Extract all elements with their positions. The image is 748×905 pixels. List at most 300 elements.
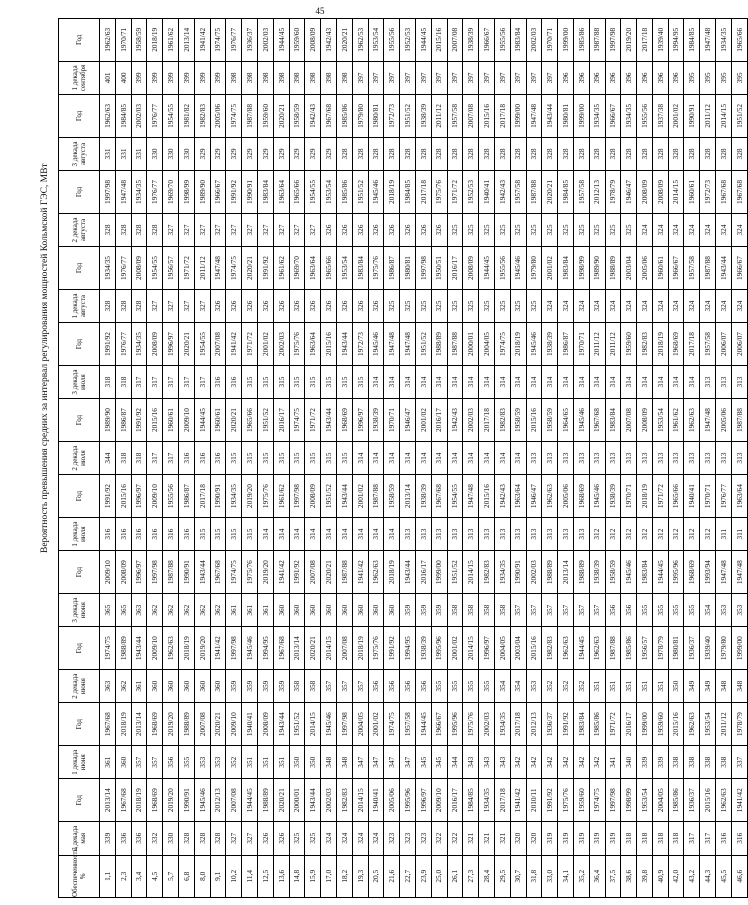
table-cell: 2015/16	[115, 475, 131, 517]
table-cell: 2016/17	[415, 551, 431, 593]
table-cell: 1988/89	[178, 703, 194, 745]
table-cell: 360	[147, 669, 163, 703]
table-cell: 362	[178, 593, 194, 627]
table-cell: 2011/12	[431, 95, 447, 137]
table-cell: 326	[321, 213, 337, 247]
table-cell: 314	[384, 365, 400, 399]
table-cell: 1982/83	[194, 95, 210, 137]
table-cell: 1947/48	[700, 19, 716, 62]
table-cell: 399	[210, 61, 226, 95]
table-cell: 313	[700, 365, 716, 399]
table-cell: 315	[336, 365, 352, 399]
table-cell: 1962/63	[716, 779, 732, 821]
table-cell: 325	[605, 213, 621, 247]
table-cell: 1984/85	[115, 95, 131, 137]
table-cell: 2019/20	[257, 551, 273, 593]
table-cell: 1936/37	[242, 19, 258, 62]
table-cell: 2002/03	[526, 551, 542, 593]
table-cell: 355	[447, 669, 463, 703]
table-cell: 313	[573, 517, 589, 551]
table-cell: 343	[479, 745, 495, 779]
table-cell: 1997/98	[605, 779, 621, 821]
table-cell: 313	[542, 441, 558, 475]
table-cell: 360	[273, 593, 289, 627]
table-cell: 2001/02	[415, 399, 431, 441]
table-cell: 325	[305, 821, 321, 855]
table-cell: 325	[621, 213, 637, 247]
table-row	[716, 19, 732, 898]
table-cell: 2017/18	[494, 779, 510, 821]
table-cell: 318	[652, 821, 668, 855]
table-cell: 2006/07	[731, 323, 747, 365]
table-cell: 399	[163, 61, 179, 95]
table-cell: 317	[178, 365, 194, 399]
table-cell: 1956/57	[637, 627, 653, 669]
table-cell: 315	[194, 517, 210, 551]
table-cell: 314	[368, 517, 384, 551]
table-cell: 1985/86	[621, 627, 637, 669]
table-cell: 2002/03	[479, 703, 495, 745]
table-cell: 18,2	[336, 855, 352, 897]
page-title: Вероятность превышения средних за интервал регулирования мощностей Кольмской ГЭС, МВт	[40, 163, 50, 553]
table-cell: 312	[652, 517, 668, 551]
table-cell: 1970/71	[542, 19, 558, 62]
table-cell: 397	[463, 61, 479, 95]
table-cell: 2008/09	[131, 247, 147, 289]
page-number: 45	[315, 6, 325, 16]
column-header: 1 декада августа	[59, 289, 100, 323]
table-cell: 2014/15	[668, 171, 684, 213]
table-cell: 362	[194, 593, 210, 627]
table-cell: 313	[510, 517, 526, 551]
table-cell: 316	[163, 517, 179, 551]
table-cell: 2013/14	[178, 19, 194, 62]
table-cell: 1958/59	[510, 399, 526, 441]
table-cell: 1990/91	[242, 171, 258, 213]
table-cell: 1980/81	[668, 627, 684, 669]
column-header: 2 декада июня	[59, 669, 100, 703]
table-cell: 342	[542, 745, 558, 779]
table-cell: 1978/79	[605, 171, 621, 213]
table-cell: 45,5	[716, 855, 732, 897]
table-cell: 1970/71	[573, 323, 589, 365]
column-header: 2 декада августа	[59, 213, 100, 247]
table-cell: 29,5	[494, 855, 510, 897]
table-cell: 1976/77	[147, 171, 163, 213]
table-cell: 1975/76	[242, 551, 258, 593]
table-cell: 326	[226, 289, 242, 323]
table-cell: 326	[210, 289, 226, 323]
table-cell: 400	[115, 61, 131, 95]
table-cell: 1934/35	[494, 703, 510, 745]
table-cell: 396	[589, 61, 605, 95]
table-cell: 1966/67	[210, 171, 226, 213]
table-cell: 1957/58	[684, 247, 700, 289]
table-cell: 314	[652, 365, 668, 399]
table-cell: 1958/59	[605, 551, 621, 593]
table-cell: 1982/83	[494, 399, 510, 441]
table-cell: 2015/16	[479, 95, 495, 137]
table-cell: 317	[147, 365, 163, 399]
table-cell: 1987/88	[526, 171, 542, 213]
table-row	[684, 19, 700, 898]
table-cell: 345	[431, 745, 447, 779]
table-cell: 313	[573, 441, 589, 475]
table-row	[242, 19, 258, 898]
table-cell: 1955/56	[494, 19, 510, 62]
table-cell: 1943/44	[305, 779, 321, 821]
table-cell: 1966/67	[605, 95, 621, 137]
table-cell: 3,4	[131, 855, 147, 897]
table-cell: 1969/70	[289, 247, 305, 289]
table-cell: 1954/55	[147, 247, 163, 289]
table-row	[637, 19, 653, 898]
table-cell: 2020/21	[178, 323, 194, 365]
table-cell: 324	[589, 289, 605, 323]
table-cell: 358	[447, 593, 463, 627]
table-cell: 398	[336, 61, 352, 95]
table-cell: 324	[336, 821, 352, 855]
table-cell: 314	[479, 365, 495, 399]
table-cell: 315	[273, 365, 289, 399]
table-cell: 1987/88	[242, 95, 258, 137]
table-cell: 360	[368, 593, 384, 627]
table-cell: 1985/86	[336, 95, 352, 137]
table-cell: 1971/72	[605, 703, 621, 745]
table-cell: 1979/80	[526, 247, 542, 289]
table-cell: 313	[668, 441, 684, 475]
table-cell: 324	[684, 213, 700, 247]
table-cell: 317	[163, 365, 179, 399]
table-cell: 328	[510, 137, 526, 171]
table-cell: 2013/14	[100, 779, 116, 821]
table-cell: 313	[716, 441, 732, 475]
table-cell: 328	[115, 213, 131, 247]
table-cell: 327	[305, 213, 321, 247]
column-header: Год	[59, 323, 100, 365]
table-cell: 1944/45	[194, 399, 210, 441]
table-cell: 1,1	[100, 855, 116, 897]
table-cell: 1974/75	[384, 703, 400, 745]
table-cell: 397	[510, 61, 526, 95]
table-cell: 328	[621, 137, 637, 171]
table-cell: 396	[621, 61, 637, 95]
table-row	[621, 19, 637, 898]
table-cell: 356	[368, 669, 384, 703]
table-cell: 328	[700, 137, 716, 171]
table-cell: 327	[210, 213, 226, 247]
table-cell: 1974/75	[289, 399, 305, 441]
table-cell: 1945/46	[589, 475, 605, 517]
table-cell: 326	[289, 289, 305, 323]
table-cell: 1936/37	[684, 627, 700, 669]
table-cell: 1942/43	[305, 95, 321, 137]
table-cell: 27,3	[463, 855, 479, 897]
table-row	[257, 19, 273, 898]
table-cell: 1975/76	[289, 323, 305, 365]
table-cell: 1970/71	[115, 19, 131, 62]
table-cell: 360	[384, 593, 400, 627]
table-cell: 28,4	[479, 855, 495, 897]
table-cell: 1960/61	[163, 399, 179, 441]
table-cell: 1936/37	[684, 779, 700, 821]
table-cell: 1944/45	[415, 703, 431, 745]
table-cell: 11,4	[242, 855, 258, 897]
table-cell: 2011/12	[194, 247, 210, 289]
table-cell: 2009/10	[147, 627, 163, 669]
table-cell: 2014/15	[305, 703, 321, 745]
table-row	[573, 19, 589, 898]
table-cell: 2011/12	[605, 323, 621, 365]
table-cell: 361	[242, 593, 258, 627]
table-cell: 2005/06	[210, 95, 226, 137]
table-cell: 2008/09	[257, 703, 273, 745]
table-cell: 322	[447, 821, 463, 855]
table-cell: 1997/98	[100, 171, 116, 213]
table-cell: 33,0	[542, 855, 558, 897]
table-row	[226, 19, 242, 898]
table-cell: 320	[510, 821, 526, 855]
table-cell: 1990/91	[510, 551, 526, 593]
table-cell: 355	[668, 593, 684, 627]
table-cell: 1947/48	[716, 551, 732, 593]
table-cell: 325	[494, 213, 510, 247]
table-cell: 313	[700, 441, 716, 475]
table-cell: 13,6	[273, 855, 289, 897]
table-cell: 311	[731, 517, 747, 551]
column-header: Год	[59, 475, 100, 517]
table-cell: 1956/57	[163, 247, 179, 289]
table-cell: 1967/68	[100, 703, 116, 745]
table-cell: 324	[605, 289, 621, 323]
table-row	[479, 19, 495, 898]
table-cell: 1997/98	[415, 247, 431, 289]
table-cell: 1989/90	[100, 399, 116, 441]
table-cell: 1983/84	[510, 19, 526, 62]
table-cell: 358	[479, 593, 495, 627]
table-cell: 315	[226, 441, 242, 475]
table-cell: 1967/68	[731, 171, 747, 213]
table-cell: 1946/47	[400, 399, 416, 441]
table-cell: 2017/18	[510, 703, 526, 745]
table-cell: 2010/11	[526, 779, 542, 821]
table-cell: 316	[226, 365, 242, 399]
table-cell: 318	[637, 821, 653, 855]
table-cell: 328	[447, 137, 463, 171]
table-cell: 6,8	[178, 855, 194, 897]
table-cell: 314	[479, 441, 495, 475]
table-cell: 323	[400, 821, 416, 855]
table-cell: 354	[510, 669, 526, 703]
table-cell: 1999/00	[731, 627, 747, 669]
table-cell: 313	[589, 441, 605, 475]
table-cell: 318	[621, 821, 637, 855]
table-cell: 1967/68	[431, 475, 447, 517]
table-cell: 356	[621, 593, 637, 627]
table-cell: 313	[400, 517, 416, 551]
table-cell: 314	[321, 517, 337, 551]
table-cell: 2001/02	[368, 703, 384, 745]
table-cell: 359	[431, 593, 447, 627]
table-cell: 2020/21	[321, 551, 337, 593]
table-cell: 347	[384, 745, 400, 779]
table-cell: 325	[400, 289, 416, 323]
table-cell: 347	[368, 745, 384, 779]
table-cell: 1960/61	[684, 171, 700, 213]
table-cell: 1986/87	[178, 475, 194, 517]
table-cell: 328	[384, 137, 400, 171]
table-cell: 339	[637, 745, 653, 779]
table-cell: 325	[479, 289, 495, 323]
table-cell: 328	[716, 137, 732, 171]
table-cell: 1944/45	[273, 19, 289, 62]
table-cell: 319	[573, 821, 589, 855]
column-header: Год	[59, 399, 100, 441]
table-cell: 314	[415, 365, 431, 399]
table-cell: 314	[352, 441, 368, 475]
table-cell: 1942/43	[494, 171, 510, 213]
table-cell: 311	[716, 517, 732, 551]
table-cell: 395	[731, 61, 747, 95]
table-cell: 397	[352, 61, 368, 95]
table-cell: 1985/86	[336, 171, 352, 213]
table-cell: 351	[242, 745, 258, 779]
table-cell: 328	[668, 137, 684, 171]
table-cell: 1974/75	[226, 247, 242, 289]
table-cell: 365	[115, 593, 131, 627]
table-cell: 1964/65	[558, 399, 574, 441]
table-cell: 2002/03	[526, 19, 542, 62]
table-cell: 397	[415, 61, 431, 95]
table-cell: 1991/92	[226, 171, 242, 213]
table-cell: 319	[558, 821, 574, 855]
column-header: 3 декада августа	[59, 137, 100, 171]
table-cell: 328	[415, 137, 431, 171]
table-cell: 326	[384, 213, 400, 247]
table-cell: 2015/16	[668, 703, 684, 745]
table-cell: 315	[257, 365, 273, 399]
table-cell: 1954/55	[163, 95, 179, 137]
table-cell: 315	[352, 365, 368, 399]
table-cell: 1974/75	[226, 551, 242, 593]
table-cell: 327	[194, 213, 210, 247]
table-cell: 2019/20	[194, 627, 210, 669]
table-cell: 396	[573, 61, 589, 95]
table-cell: 1958/59	[131, 19, 147, 62]
table-cell: 1987/88	[731, 399, 747, 441]
column-header: 1 декада июля	[59, 517, 100, 551]
table-cell: 2013/14	[400, 475, 416, 517]
table-cell: 1980/81	[558, 95, 574, 137]
table-cell: 1947/48	[400, 323, 416, 365]
table-cell: 19,3	[352, 855, 368, 897]
table-cell: 395	[684, 61, 700, 95]
table-cell: 326	[257, 821, 273, 855]
table-cell: 359	[400, 593, 416, 627]
table-row	[147, 19, 163, 898]
table-cell: 1968/69	[573, 475, 589, 517]
table-cell: 1940/41	[479, 171, 495, 213]
table-cell: 316	[210, 365, 226, 399]
table-cell: 360	[163, 669, 179, 703]
table-row	[652, 19, 668, 898]
table-cell: 1963/64	[510, 475, 526, 517]
table-cell: 321	[494, 821, 510, 855]
table-cell: 321	[463, 821, 479, 855]
table-cell: 2000/01	[463, 323, 479, 365]
table-cell: 1971/72	[178, 247, 194, 289]
table-cell: 1945/46	[621, 551, 637, 593]
table-cell: 327	[226, 213, 242, 247]
table-cell: 330	[163, 137, 179, 171]
table-cell: 1996/97	[352, 399, 368, 441]
table-cell: 313	[637, 441, 653, 475]
table-row	[668, 19, 684, 898]
table-cell: 1999/00	[573, 95, 589, 137]
table-cell: 2002/03	[463, 399, 479, 441]
table-cell: 398	[289, 61, 305, 95]
table-cell: 2018/19	[384, 171, 400, 213]
table-cell: 340	[621, 745, 637, 779]
table-cell: 327	[289, 213, 305, 247]
table-row	[384, 19, 400, 898]
table-cell: 1968/69	[147, 779, 163, 821]
table-cell: 324	[368, 821, 384, 855]
table-cell: 2020/21	[210, 703, 226, 745]
table-cell: 313	[605, 441, 621, 475]
table-cell: 2018/19	[147, 19, 163, 62]
table-cell: 328	[684, 137, 700, 171]
table-cell: 314	[510, 441, 526, 475]
table-cell: 315	[321, 441, 337, 475]
table-cell: 1974/75	[589, 779, 605, 821]
table-cell: 1959/60	[289, 19, 305, 62]
table-cell: 323	[384, 821, 400, 855]
table-cell: 351	[589, 669, 605, 703]
table-row	[526, 19, 542, 898]
table-cell: 326	[321, 289, 337, 323]
table-row	[100, 19, 116, 898]
table-cell: 355	[431, 669, 447, 703]
table-cell: 17,0	[321, 855, 337, 897]
table-cell: 326	[257, 289, 273, 323]
table-cell: 331	[115, 137, 131, 171]
table-cell: 1983/84	[573, 703, 589, 745]
table-cell: 327	[242, 821, 258, 855]
table-cell: 1998/99	[573, 247, 589, 289]
table-cell: 397	[494, 61, 510, 95]
table-cell: 2020/21	[242, 247, 258, 289]
column-header: Год	[59, 779, 100, 821]
table-cell: 2001/02	[447, 627, 463, 669]
table-cell: 5,7	[163, 855, 179, 897]
table-cell: 2018/19	[178, 627, 194, 669]
table-cell: 1998/99	[621, 779, 637, 821]
table-cell: 342	[589, 745, 605, 779]
table-cell: 1934/35	[226, 475, 242, 517]
table-cell: 1971/72	[447, 171, 463, 213]
table-cell: 325	[510, 213, 526, 247]
table-cell: 2018/19	[652, 323, 668, 365]
table-cell: 357	[147, 745, 163, 779]
table-cell: 1999/00	[431, 551, 447, 593]
table-cell: 343	[494, 745, 510, 779]
table-cell: 317	[163, 441, 179, 475]
table-cell: 326	[273, 289, 289, 323]
column-header: Год	[59, 627, 100, 669]
table-cell: 328	[147, 213, 163, 247]
table-header-row	[59, 19, 100, 898]
